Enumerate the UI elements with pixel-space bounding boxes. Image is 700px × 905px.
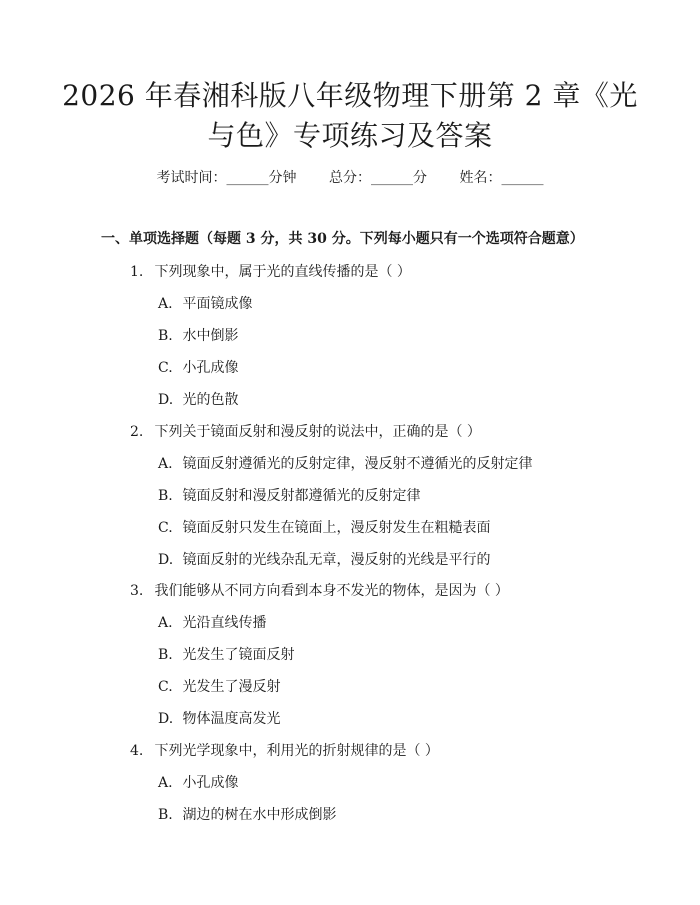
exam-score: 总分：______分 xyxy=(329,170,427,186)
question-1-option-c xyxy=(158,358,238,378)
option-text: 小孔成像 xyxy=(182,775,239,791)
option-text: 光发生了镜面反射 xyxy=(182,647,295,663)
option-text: 小孔成像 xyxy=(182,360,239,376)
option-label: A. xyxy=(158,296,173,312)
question-2-option-b xyxy=(158,486,420,506)
question-number: 4. xyxy=(130,743,144,759)
question-text: 下列现象中，属于光的直线传播的是（ ） xyxy=(154,264,411,280)
question-3-option-d xyxy=(158,709,280,729)
option-label: C. xyxy=(158,520,173,536)
option-text: 镜面反射只发生在镜面上，漫反射发生在粗糙表面 xyxy=(182,520,491,536)
question-number: 1. xyxy=(130,264,144,280)
question-2-option-d xyxy=(158,550,490,570)
question-3-option-b xyxy=(158,645,294,665)
option-text: 光沿直线传播 xyxy=(182,615,267,631)
exam-info xyxy=(0,168,700,188)
option-label: A. xyxy=(158,615,173,631)
exam-name: 姓名：______ xyxy=(459,170,544,186)
option-label: D. xyxy=(158,552,174,568)
option-label: B. xyxy=(158,807,173,823)
option-label: B. xyxy=(158,647,173,663)
option-label: D. xyxy=(158,392,174,408)
question-1-option-d xyxy=(158,390,238,410)
question-number: 2. xyxy=(130,424,144,440)
question-number: 3. xyxy=(130,583,144,599)
question-1-option-b xyxy=(158,326,238,346)
option-text: 水中倒影 xyxy=(182,328,239,344)
question-4-option-a xyxy=(158,773,238,793)
option-text: 平面镜成像 xyxy=(182,296,253,312)
title-line-1: 2026 年春湘科版八年级物理下册第 2 章《光 xyxy=(62,79,638,112)
question-text: 下列光学现象中，利用光的折射规律的是（ ） xyxy=(154,743,439,759)
question-2-option-c xyxy=(158,518,490,538)
option-text: 光的色散 xyxy=(182,392,239,408)
option-text: 镜面反射的光线杂乱无章，漫反射的光线是平行的 xyxy=(182,552,491,568)
question-4-option-b xyxy=(158,805,336,825)
question-3-option-c xyxy=(158,677,280,697)
document-title xyxy=(60,76,640,156)
option-label: D. xyxy=(158,711,174,727)
question-1-option-a xyxy=(158,294,252,314)
option-text: 物体温度高发光 xyxy=(182,711,281,727)
question-3 xyxy=(130,581,509,601)
option-label: A. xyxy=(158,456,173,472)
option-label: A. xyxy=(158,775,173,791)
option-text: 光发生了漫反射 xyxy=(182,679,281,695)
option-label: C. xyxy=(158,679,173,695)
question-2-option-a xyxy=(158,454,532,474)
question-4 xyxy=(130,741,439,761)
option-label: C. xyxy=(158,360,173,376)
question-text: 我们能够从不同方向看到本身不发光的物体，是因为（ ） xyxy=(154,583,509,599)
option-label: B. xyxy=(158,488,173,504)
section-heading: 一、单项选择题（每题 3 分，共 30 分。下列每小题只有一个选项符合题意） xyxy=(101,231,584,247)
option-text: 镜面反射和漫反射都遵循光的反射定律 xyxy=(182,488,421,504)
question-2 xyxy=(130,422,481,442)
question-text: 下列关于镜面反射和漫反射的说法中，正确的是（ ） xyxy=(154,424,481,440)
title-line-2: 与色》专项练习及答案 xyxy=(207,119,493,152)
question-3-option-a xyxy=(158,613,266,633)
option-text: 湖边的树在水中形成倒影 xyxy=(182,807,337,823)
option-text: 镜面反射遵循光的反射定律，漫反射不遵循光的反射定律 xyxy=(182,456,533,472)
exam-time: 考试时间：______分钟 xyxy=(156,170,297,186)
question-1 xyxy=(130,262,411,282)
option-label: B. xyxy=(158,328,173,344)
